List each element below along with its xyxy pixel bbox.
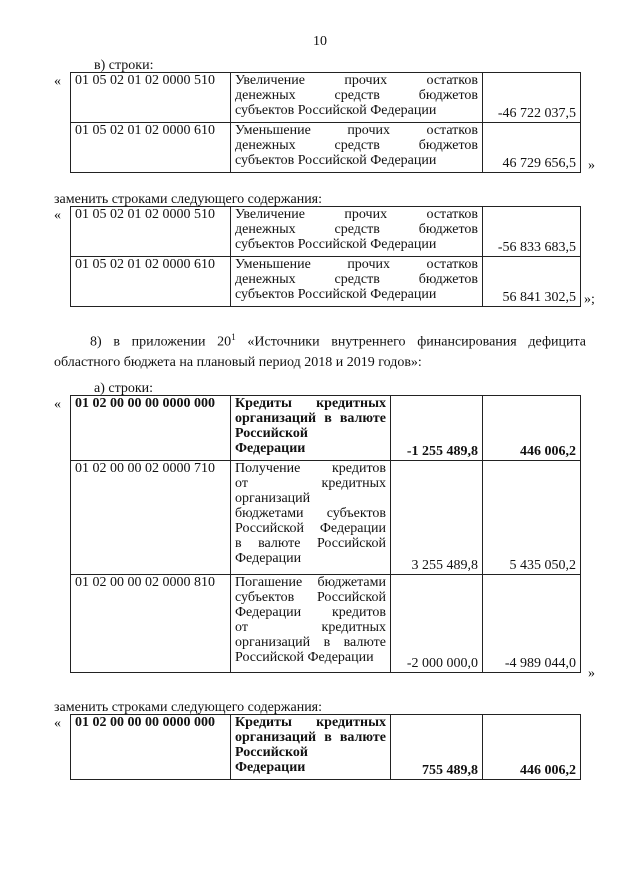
item-8-text-cont: «Источники внутреннего финансирования дефицита областного бюджета на плановый период 2018 и 2019 годов»: xyxy=(54,334,586,370)
name-line: субъектов Российской Федерации xyxy=(235,237,437,252)
value-2019-cell: -4 989 044,0 xyxy=(483,575,581,673)
name-line: организаций в валюте xyxy=(235,411,386,426)
name-line: Федерации кредитов xyxy=(235,605,386,620)
name-cell xyxy=(231,257,483,307)
page-number: 10 xyxy=(313,34,327,49)
code-cell: 01 05 02 01 02 0000 610 xyxy=(71,257,231,307)
name-line: денежных средств бюджетов xyxy=(235,222,478,237)
name-line: субъектов Российской xyxy=(235,590,386,605)
name-line: Кредиты кредитных xyxy=(235,715,386,730)
name-line: в валюте Российской xyxy=(235,536,386,551)
code-cell: 01 02 00 00 02 0000 710 xyxy=(71,461,231,575)
table-row xyxy=(71,396,581,461)
name-line: Погашение бюджетами xyxy=(235,575,386,590)
name-line: Уменьшение прочих остатков xyxy=(235,123,478,138)
code-cell: 01 02 00 00 00 0000 000 xyxy=(71,396,231,461)
name-line: Российской xyxy=(235,426,308,441)
close-quote: » xyxy=(588,666,595,681)
open-quote: « xyxy=(54,208,61,223)
name-line: Федерации xyxy=(235,551,302,566)
name-line: Российской Федерации xyxy=(235,650,374,665)
name-line: денежных средств бюджетов xyxy=(235,272,478,287)
code-cell: 01 02 00 00 00 0000 000 xyxy=(71,715,231,780)
code-cell: 01 05 02 01 02 0000 610 xyxy=(71,123,231,173)
value-2018-cell: -2 000 000,0 xyxy=(391,575,483,673)
name-cell xyxy=(231,715,391,780)
item-8-paragraph xyxy=(54,327,586,373)
section-a-label: а) строки: xyxy=(94,381,154,396)
table-row xyxy=(71,123,581,173)
code-cell: 01 05 02 01 02 0000 510 xyxy=(71,207,231,257)
name-line: денежных средств бюджетов xyxy=(235,88,478,103)
value-2019-cell: 5 435 050,2 xyxy=(483,461,581,575)
name-line: Кредиты кредитных xyxy=(235,396,386,411)
name-line: Увеличение прочих остатков xyxy=(235,73,478,88)
name-line: организаций в валюте xyxy=(235,635,386,650)
open-quote: « xyxy=(54,397,61,412)
name-line: Российской Федерации xyxy=(235,521,386,536)
table-replace-v xyxy=(70,206,581,307)
value-cell: 56 841 302,5 xyxy=(483,257,581,307)
replace-a-label: заменить строками следующего содержания: xyxy=(54,700,323,715)
name-line: от кредитных xyxy=(235,620,386,635)
value-cell: -46 722 037,5 xyxy=(483,73,581,123)
name-line: субъектов Российской Федерации xyxy=(235,103,437,118)
value-2018-cell: 3 255 489,8 xyxy=(391,461,483,575)
name-line: Уменьшение прочих остатков xyxy=(235,257,478,272)
value-2018-cell: 755 489,8 xyxy=(391,715,483,780)
code-cell: 01 05 02 01 02 0000 510 xyxy=(71,73,231,123)
value-cell: -56 833 683,5 xyxy=(483,207,581,257)
name-cell xyxy=(231,396,391,461)
open-quote: « xyxy=(54,74,61,89)
section-v-label: в) строки: xyxy=(94,58,154,73)
close-quote: »; xyxy=(584,292,595,307)
table-row xyxy=(71,207,581,257)
table-row xyxy=(71,73,581,123)
open-quote: « xyxy=(54,716,61,731)
table-replace-a xyxy=(70,714,581,780)
name-line: Получение кредитов xyxy=(235,461,386,476)
table-row xyxy=(71,257,581,307)
name-line: Федерации xyxy=(235,441,306,456)
name-line: Увеличение прочих остатков xyxy=(235,207,478,222)
name-line: Федерации xyxy=(235,760,306,775)
replace-v-label: заменить строками следующего содержания: xyxy=(54,192,323,207)
name-cell xyxy=(231,461,391,575)
name-cell xyxy=(231,123,483,173)
name-line: денежных средств бюджетов xyxy=(235,138,478,153)
name-cell xyxy=(231,73,483,123)
value-2019-cell: 446 006,2 xyxy=(483,715,581,780)
value-2018-cell: -1 255 489,8 xyxy=(391,396,483,461)
name-line: бюджетами субъектов xyxy=(235,506,386,521)
table-row xyxy=(71,575,581,673)
name-line: от кредитных xyxy=(235,476,386,491)
code-cell: 01 02 00 00 02 0000 810 xyxy=(71,575,231,673)
value-2019-cell: 446 006,2 xyxy=(483,396,581,461)
value-cell: 46 729 656,5 xyxy=(483,123,581,173)
name-line: организаций в валюте xyxy=(235,730,386,745)
name-cell xyxy=(231,207,483,257)
name-cell xyxy=(231,575,391,673)
table-section-v xyxy=(70,72,581,173)
table-row xyxy=(71,715,581,780)
table-section-a xyxy=(70,395,581,673)
table-row xyxy=(71,461,581,575)
name-line: Российской xyxy=(235,745,308,760)
item-8-superscript: 1 xyxy=(231,332,236,342)
name-line: субъектов Российской Федерации xyxy=(235,153,437,168)
close-quote: » xyxy=(588,158,595,173)
item-8-text: 8) в приложении 20 xyxy=(90,334,232,350)
name-line: организаций xyxy=(235,491,311,506)
name-line: субъектов Российской Федерации xyxy=(235,287,437,302)
